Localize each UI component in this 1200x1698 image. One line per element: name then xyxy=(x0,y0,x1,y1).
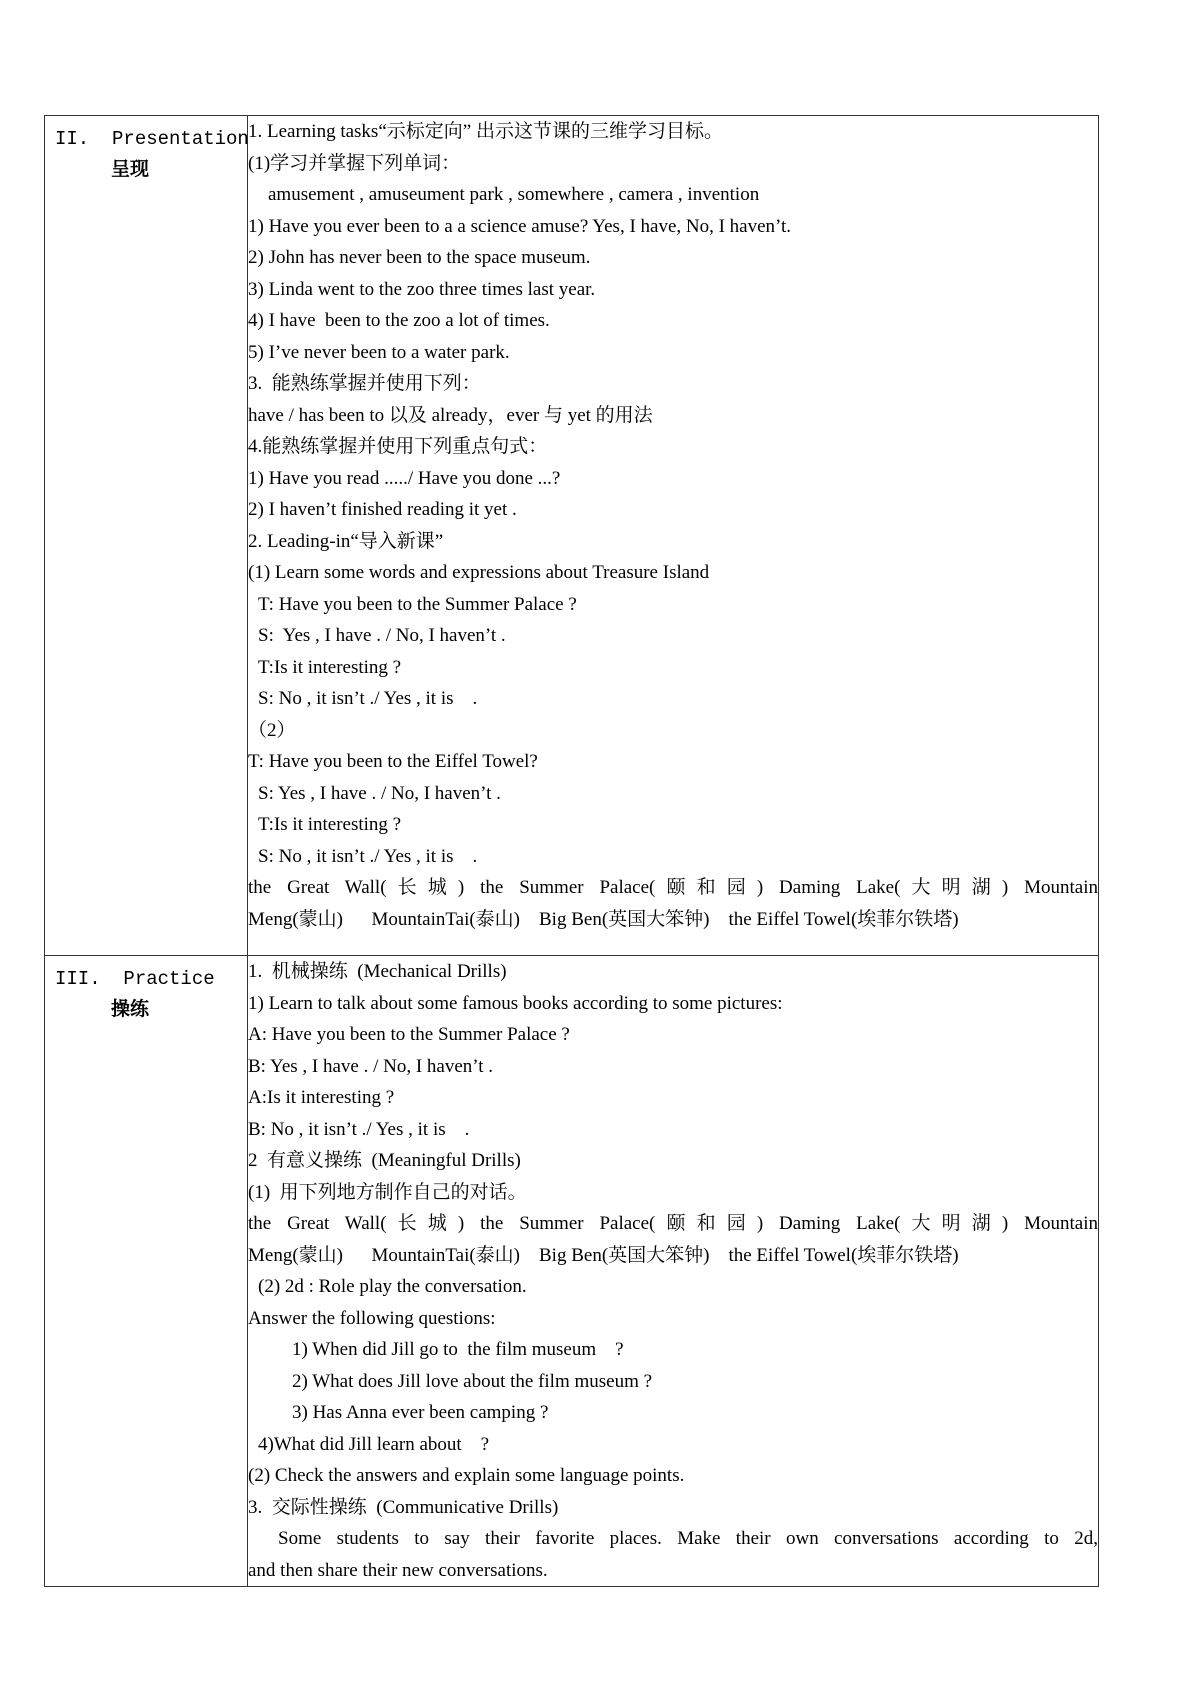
content-line: S: Yes , I have . / No, I haven’t . xyxy=(258,782,501,804)
practice-label-cn: 操练 xyxy=(111,998,150,1020)
content-line: the Great Wall(长城) the Summer Palace(颐和园) Daming Lake(大明湖) Mountain xyxy=(248,877,1098,898)
practice-label-en: III. Practice xyxy=(55,968,215,990)
content-line: 2. Leading-in“导入新课” xyxy=(248,530,444,552)
content-line: 3) Linda went to the zoo three times last year. xyxy=(248,278,596,300)
content-line: and then share their new conversations. xyxy=(248,1559,548,1581)
presentation-label-en: II. Presentation xyxy=(55,128,249,150)
presentation-content-cell xyxy=(248,116,1099,956)
content-line: B: No , it isn’t ./ Yes , it is . xyxy=(248,1118,470,1140)
presentation-row xyxy=(45,116,1099,956)
content-line: 4)What did Jill learn about ? xyxy=(258,1433,490,1455)
content-line: 2) John has never been to the space museum. xyxy=(248,247,591,268)
content-line: 1) When did Jill go to the film museum ? xyxy=(292,1339,624,1360)
content-line: T:Is it interesting ? xyxy=(258,814,402,835)
content-line: S: No , it isn’t ./ Yes , it is . xyxy=(258,688,478,709)
content-line: T: Have you been to the Eiffel Towel? xyxy=(248,751,538,772)
content-line: T: Have you been to the Summer Palace ? xyxy=(258,593,577,615)
content-line: (1) 用下列地方制作自己的对话。 xyxy=(248,1181,527,1203)
practice-row xyxy=(45,956,1099,1587)
content-line: 3) Has Anna ever been camping ? xyxy=(292,1402,549,1423)
content-line: Meng(蒙山) MountainTai(泰山) Big Ben(英国大笨钟) the Eiffel Towel(埃菲尔铁塔) xyxy=(248,1244,959,1266)
content-line: A:Is it interesting ? xyxy=(248,1087,395,1108)
lesson-plan-table xyxy=(44,115,1099,1587)
spacer xyxy=(248,935,1098,955)
content-line: 1. 机械操练 (Mechanical Drills) xyxy=(248,961,507,982)
practice-content-cell xyxy=(248,956,1099,1587)
content-line: 1) Learn to talk about some famous books according to some pictures: xyxy=(248,992,783,1014)
content-line: S: No , it isn’t ./ Yes , it is . xyxy=(258,845,478,867)
content-line: 3. 交际性操练 (Communicative Drills) xyxy=(248,1496,559,1518)
content-line: T:Is it interesting ? xyxy=(258,656,402,678)
content-line: A: Have you been to the Summer Palace ? xyxy=(248,1024,570,1045)
content-line: 2) I haven’t finished reading it yet . xyxy=(248,499,517,520)
presentation-label-cn: 呈现 xyxy=(111,158,150,180)
content-line: 1) Have you read ...../ Have you done ...? xyxy=(248,467,561,489)
content-line: 2) What does Jill love about the film museum ? xyxy=(292,1370,653,1392)
presentation-label-cell xyxy=(45,116,248,956)
content-line: amusement , amuseument park , somewhere , camera , invention xyxy=(268,184,760,205)
content-line: 5) I’ve never been to a water park. xyxy=(248,341,510,363)
content-line: 1) Have you ever been to a a science amuse? Yes, I have, No, I haven’t. xyxy=(248,215,792,237)
content-line: 3. 能熟练掌握并使用下列： xyxy=(248,373,481,394)
content-line: the Great Wall(长城) the Summer Palace(颐和园) Daming Lake(大明湖) Mountain xyxy=(248,1213,1098,1234)
content-line: （2） xyxy=(248,719,296,741)
content-line: Some students to say their favorite places. Make their own conversations according to 2d, xyxy=(278,1528,1098,1549)
content-line: 1. Learning tasks“示标定向” 出示这节课的三维学习目标。 xyxy=(248,121,723,142)
content-line: Meng(蒙山) MountainTai(泰山) Big Ben(英国大笨钟) the Eiffel Towel(埃菲尔铁塔) xyxy=(248,908,959,930)
content-line: (1)学习并掌握下列单词： xyxy=(248,152,461,174)
content-line: (1) Learn some words and expressions about Treasure Island xyxy=(248,562,710,583)
content-line: S: Yes , I have . / No, I haven’t . xyxy=(258,625,506,646)
content-line: (2) 2d : Role play the conversation. xyxy=(258,1276,527,1297)
content-line: 4.能熟练掌握并使用下列重点句式： xyxy=(248,436,548,457)
content-line: have / has been to 以及 already，ever 与 yet 的用法 xyxy=(248,404,653,426)
content-line: B: Yes , I have . / No, I haven’t . xyxy=(248,1055,494,1077)
practice-label-cell xyxy=(45,956,248,1587)
content-line: 2 有意义操练 (Meaningful Drills) xyxy=(248,1150,521,1171)
content-line: 4) I have been to the zoo a lot of times. xyxy=(248,310,550,331)
content-line: (2) Check the answers and explain some language points. xyxy=(248,1465,685,1486)
content-line: Answer the following questions: xyxy=(248,1307,496,1329)
